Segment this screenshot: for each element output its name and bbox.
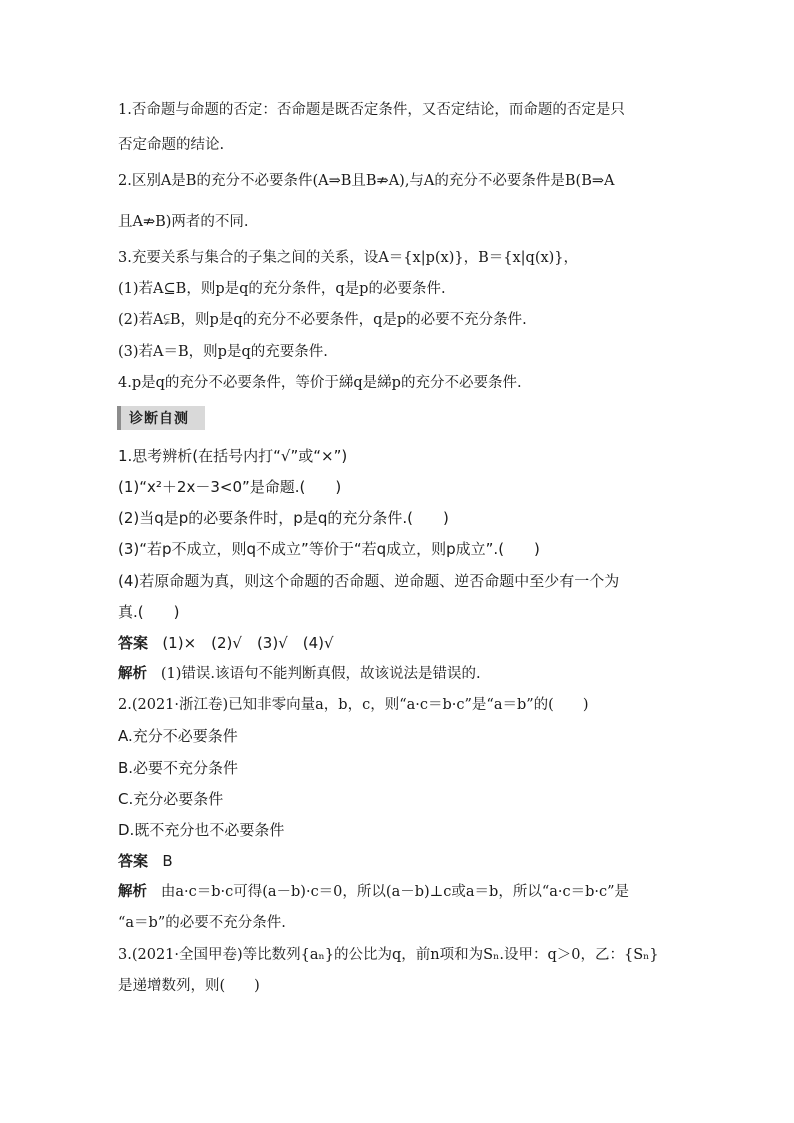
text-line-2: 否定命题的结论. xyxy=(118,137,225,153)
question-2-option-d: D.既不充分也不必要条件 xyxy=(118,821,285,839)
answer-1 xyxy=(118,633,334,653)
question-3-line-2: 是递增数列，则( ) xyxy=(118,978,260,994)
question-3-line-1: 3.(2021·全国甲卷)等比数列{aₙ}的公比为q，前n项和为Sₙ.设甲：q＞0，乙：{Sₙ} xyxy=(118,947,659,963)
text-line-5: 3.充要关系与集合的子集之间的关系，设A＝{x|p(x)}，B＝{x|q(x)}， xyxy=(118,250,579,266)
text-line-3: 2.区别A是B的充分不必要条件(A⇒B且B⇏A),与A的充分不必要条件是B(B⇒A xyxy=(118,173,615,189)
answer-2-label: 答案 xyxy=(118,852,149,870)
analysis-2 xyxy=(118,882,629,902)
diagnostic-line-2: (1)“x²＋2x－3<0”是命题.( ) xyxy=(118,478,342,496)
diagnostic-line-6: 真.( ) xyxy=(118,603,180,621)
text-line-9: 4.p是q的充分不必要条件，等价于綈q是綈p的充分不必要条件. xyxy=(118,375,522,391)
answer-2-text: B xyxy=(162,852,173,870)
diagnostic-line-4: (3)“若p不成立，则q不成立”等价于“若q成立，则p成立”.( ) xyxy=(118,540,540,558)
text-line-4: 且A⇏B)两者的不同. xyxy=(118,214,249,230)
text-line-8: (3)若A＝B，则p是q的充要条件. xyxy=(118,344,328,360)
diagnostic-line-1: 1.思考辨析(在括号内打“√”或“×”) xyxy=(118,447,348,465)
analysis-1-label: 解析 xyxy=(118,665,147,682)
question-2-option-a: A.充分不必要条件 xyxy=(118,727,238,745)
diagnostic-line-5: (4)若原命题为真，则这个命题的否命题、逆命题、逆否命题中至少有一个为 xyxy=(118,572,620,590)
diagnostic-line-3: (2)当q是p的必要条件时，p是q的充分条件.( ) xyxy=(118,509,449,527)
question-2-option-b: B.必要不充分条件 xyxy=(118,759,239,777)
section-header-bar xyxy=(117,406,121,430)
question-2-stem: 2.(2021·浙江卷)已知非零向量a，b，c，则“a·c＝b·c”是“a＝b”的( ) xyxy=(118,697,589,713)
analysis-2-line-1: 由a·c＝b·c可得(a－b)·c＝0，所以(a－b)⊥c或a＝b，所以“a·c＝b·c”是 xyxy=(160,884,630,900)
text-line-1: 1.否命题与命题的否定：否命题是既否定条件，又否定结论，而命题的否定是只 xyxy=(118,102,625,118)
text-line-7: (2)若A⫋B，则p是q的充分不必要条件，q是p的必要不充分条件. xyxy=(118,312,527,328)
section-header xyxy=(117,406,205,430)
analysis-2-label: 解析 xyxy=(118,883,147,900)
analysis-1-text: (1)错误.该语句不能判断真假，故该说法是错误的. xyxy=(160,666,481,682)
answer-1-text: (1)× (2)√ (3)√ (4)√ xyxy=(162,634,334,652)
analysis-2-line-2: “a＝b”的必要不充分条件. xyxy=(118,915,286,931)
section-title: 诊断自测 xyxy=(129,411,189,427)
answer-2 xyxy=(118,851,173,871)
question-2-option-c: C.充分必要条件 xyxy=(118,790,224,808)
analysis-1 xyxy=(118,664,481,684)
text-line-6: (1)若A⊆B，则p是q的充分条件，q是p的必要条件. xyxy=(118,281,446,297)
answer-1-label: 答案 xyxy=(118,634,149,652)
